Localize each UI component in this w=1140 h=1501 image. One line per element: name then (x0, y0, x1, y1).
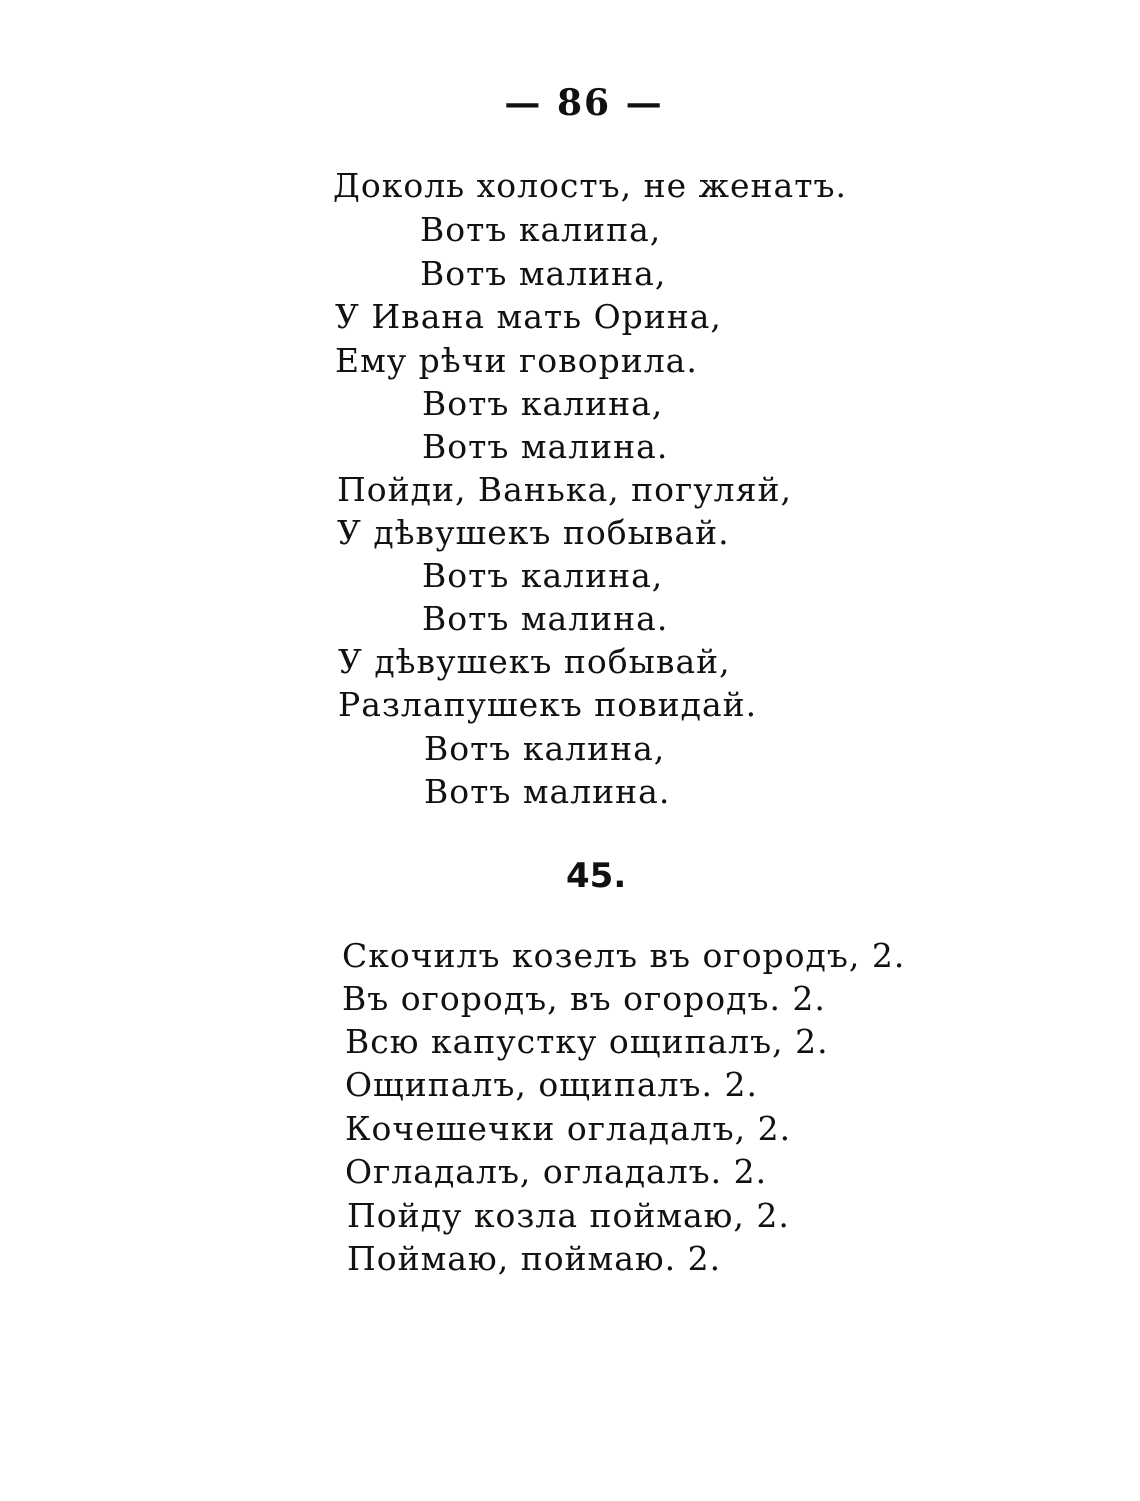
verse-line: Всю капустку ощипалъ, 2. (345, 1022, 829, 1061)
verse-line: Пойду козла поймаю, 2. (347, 1196, 790, 1235)
refrain-line: Вотъ калипа, (420, 210, 662, 249)
verse-line: Ему рѣчи говорила. (335, 341, 698, 380)
verse-line: У Ивана мать Орина, (335, 297, 722, 336)
refrain-line: Вотъ малина, (420, 254, 667, 293)
refrain-line: Вотъ калина, (424, 729, 666, 768)
verse-line: У дѣвушекъ побывай, (338, 642, 731, 681)
refrain-line: Вотъ малина. (422, 427, 669, 466)
refrain-line: Вотъ калина, (422, 556, 664, 595)
verse-line: Ощипалъ, ощипалъ. 2. (345, 1065, 758, 1104)
verse-line: Доколь холостъ, не женатъ. (333, 166, 847, 205)
verse-line: Скочилъ козелъ въ огородъ, 2. (342, 936, 906, 975)
verse-line: Разлапушекъ повидай. (338, 685, 758, 724)
verse-line: Пойди, Ванька, погуляй, (337, 470, 792, 509)
verse-line: Поймаю, поймаю. 2. (347, 1239, 722, 1278)
refrain-line: Вотъ калина, (422, 384, 664, 423)
refrain-line: Вотъ малина. (424, 772, 671, 811)
page-number: — 86 — (504, 82, 664, 124)
section-number: 45. (566, 856, 627, 896)
refrain-line: Вотъ малина. (422, 599, 669, 638)
verse-line: Кочешечки огладалъ, 2. (345, 1109, 792, 1148)
verse-line: Въ огородъ, въ огородъ. 2. (342, 979, 826, 1018)
verse-line: Огладалъ, огладалъ. 2. (345, 1152, 768, 1191)
verse-line: У дѣвушекъ побывай. (337, 513, 730, 552)
